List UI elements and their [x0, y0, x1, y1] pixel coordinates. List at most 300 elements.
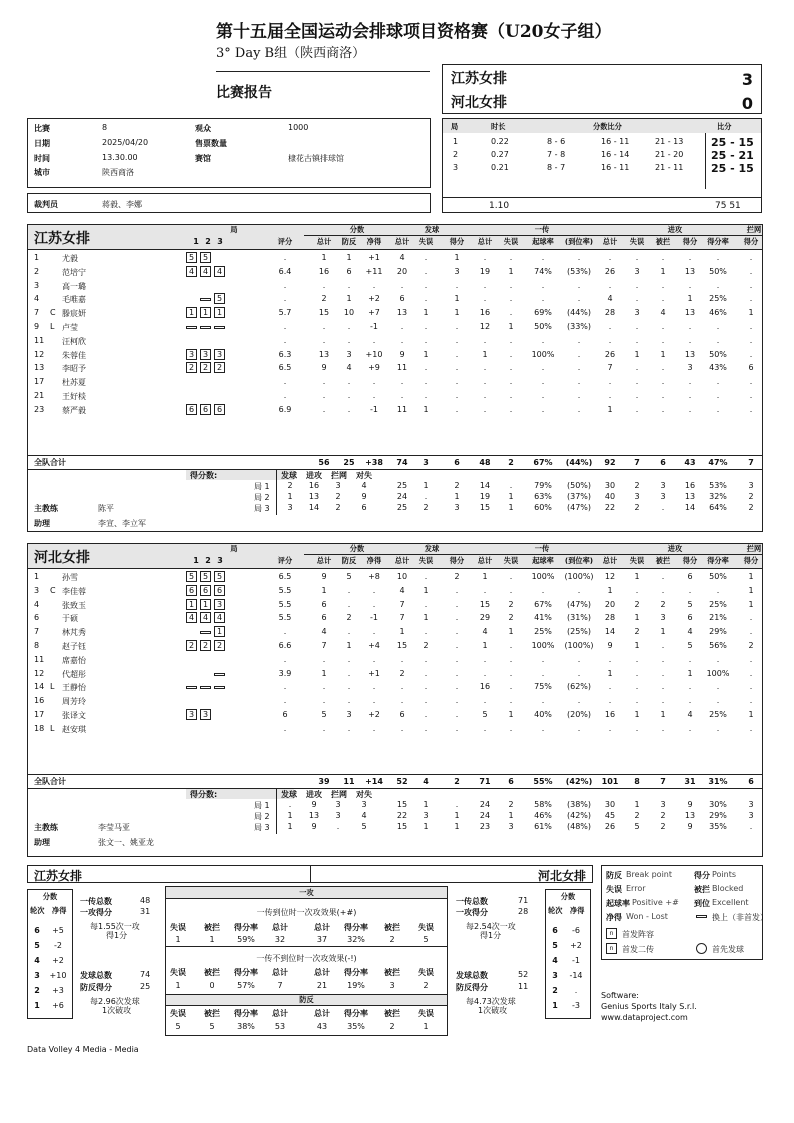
- per-set-at: 45: [604, 811, 616, 820]
- per-set-apct: 64%: [709, 503, 727, 512]
- table-row: [28, 695, 762, 708]
- player-number: 16: [34, 696, 45, 706]
- stat-ab: .: [661, 696, 665, 706]
- per-set-re: .: [509, 481, 513, 490]
- stat-se: .: [424, 294, 428, 304]
- stat-ab: 1: [660, 627, 666, 637]
- set-partial-8: 8 - 7: [547, 163, 566, 172]
- total-sp: 2: [454, 777, 460, 786]
- player-number: 7: [34, 308, 40, 318]
- legend-val-5: Blocked: [712, 884, 744, 893]
- rotation-position: 5: [214, 571, 225, 582]
- stat-ae: .: [635, 391, 639, 400]
- per-set-label: 局 2: [254, 493, 270, 502]
- rotation-position: 3: [186, 709, 197, 720]
- rotation-net: +2: [570, 941, 582, 950]
- set-label-2: 2: [205, 556, 211, 565]
- head-bottom: [28, 568, 762, 569]
- stat-rexc: (100%): [564, 572, 594, 581]
- stat-apct: .: [716, 377, 720, 387]
- per-set-att: 16: [308, 481, 320, 490]
- stat-vote: .: [283, 377, 287, 387]
- stat-rt: .: [483, 668, 487, 678]
- per-set-re: 1: [508, 503, 514, 512]
- stat-sp: .: [455, 654, 459, 664]
- per-set-ap: 9: [687, 822, 693, 831]
- stat-sp: .: [455, 335, 459, 345]
- date-label: 日期: [34, 139, 50, 148]
- stat-sp: .: [455, 696, 459, 706]
- stat-vote: 6.4: [278, 266, 292, 276]
- per-set-bk: 3: [748, 800, 754, 809]
- legend-key-2: 起球率: [606, 899, 630, 908]
- legend-val-7: 换上（非首发）: [712, 913, 768, 922]
- mid-head-3: 总计: [272, 923, 288, 932]
- stat-bk: .: [749, 613, 753, 623]
- per-set-ap: 14: [684, 503, 696, 512]
- stat-net: +8: [368, 572, 380, 581]
- stat-apct: .: [716, 654, 720, 664]
- away-srv-total-label: 发球总数: [456, 971, 488, 980]
- player-number: 18: [34, 723, 45, 733]
- stat-rpos: 41%: [534, 613, 552, 623]
- stat-sp: .: [455, 363, 459, 373]
- mid-head-3: 总计: [272, 1009, 288, 1018]
- stat-bk: 1: [748, 308, 754, 318]
- software-company: Genius Sports Italy S.r.l.: [601, 1002, 697, 1011]
- stat-net: .: [372, 585, 376, 595]
- per-set-srv: .: [288, 800, 292, 809]
- mid-bp-3: 53: [274, 1022, 286, 1031]
- home-rec-total: 48: [140, 896, 151, 905]
- stat-rpos: .: [541, 723, 545, 733]
- stat-st: .: [400, 723, 404, 733]
- player-name: 杜苏夏: [62, 378, 86, 388]
- player-number: 4: [34, 294, 40, 304]
- per-set-ae: 2: [634, 811, 640, 820]
- stat-apct: .: [716, 280, 720, 290]
- stat-rpos: .: [541, 377, 545, 387]
- rotation-net: +5: [52, 926, 64, 935]
- per-set-ap: 13: [684, 492, 696, 501]
- sets-head-duration: 时长: [491, 122, 506, 131]
- head-divider: [304, 554, 762, 555]
- rotation-position: 4: [186, 612, 197, 623]
- player-number: 1: [34, 572, 40, 581]
- stat-rpos: .: [541, 585, 545, 595]
- total-label: 全队合计: [34, 777, 66, 786]
- sub-head-p_total: 总计: [316, 556, 332, 565]
- total-bottom: [28, 788, 762, 789]
- stat-at: .: [608, 723, 612, 733]
- sub-head-s_err: 失误: [418, 237, 434, 246]
- stat-rexc: .: [577, 585, 581, 595]
- away-rec-note1: 每2.54次一攻: [466, 922, 516, 931]
- stat-rt: 29: [479, 613, 491, 623]
- player-name: 张译文: [62, 711, 86, 720]
- stat-st: 2: [399, 668, 405, 678]
- stat-ab: 2: [660, 599, 666, 609]
- pos-title: 一传到位时一次攻效果(+#): [256, 908, 357, 917]
- stat-rpos: 100%: [531, 572, 555, 581]
- table-row: [28, 681, 762, 694]
- stat-pt: 15: [318, 308, 330, 318]
- rotation-position: 2: [200, 640, 211, 651]
- set-score: 25 - 15: [711, 162, 754, 175]
- stat-apct: 43%: [709, 363, 727, 373]
- rotation-position: 6: [186, 404, 197, 415]
- stat-se: .: [424, 668, 428, 678]
- stat-ap: .: [688, 377, 692, 387]
- stat-bp: 3: [346, 710, 352, 719]
- stat-ab: 4: [660, 308, 666, 318]
- legend-val-0: Break point: [626, 870, 673, 879]
- stat-rt: .: [483, 294, 487, 304]
- away-srv-pts-label: 防反得分: [456, 983, 488, 992]
- stat-re: 1: [508, 322, 514, 331]
- per-set-blk: 3: [335, 811, 341, 820]
- per-set-at: 30: [604, 481, 616, 490]
- per-set-srv: 2: [287, 481, 293, 490]
- total-bp: 25: [343, 458, 355, 467]
- stat-rexc: (100%): [564, 641, 594, 650]
- per-set-ab: 3: [660, 800, 666, 809]
- mid-head-0: 失误: [170, 1009, 186, 1018]
- stat-vote: .: [283, 627, 287, 637]
- starting-setter-icon: n: [606, 943, 617, 954]
- rotation-position: 4: [186, 266, 197, 277]
- stat-rexc: (33%): [566, 322, 592, 331]
- rotation-position: 6: [186, 585, 197, 596]
- stat-re: 1: [508, 266, 514, 276]
- stat-at: 1: [607, 585, 613, 595]
- per-set-ab: 2: [660, 811, 666, 820]
- stat-ae: 2: [634, 627, 640, 637]
- stat-apct: 25%: [709, 710, 727, 719]
- home-net-head: 净得: [52, 906, 67, 915]
- head-reception: 一传: [534, 225, 550, 234]
- player-number: 6: [34, 613, 40, 623]
- stat-st: 6: [399, 710, 405, 719]
- stat-sp: .: [455, 723, 459, 733]
- stat-net: +1: [368, 253, 380, 262]
- stat-se: .: [424, 654, 428, 664]
- stat-st: 15: [396, 641, 408, 650]
- rotation-position: 5: [214, 293, 225, 304]
- stat-rexc: .: [577, 723, 581, 733]
- per-set-se: 2: [423, 503, 429, 512]
- rotation-position: 5: [186, 571, 197, 582]
- away-srv-pts: 11: [518, 982, 529, 991]
- stat-apct: 50%: [709, 349, 727, 359]
- stat-sp: .: [455, 322, 459, 331]
- mid-head-4: 总计: [314, 1009, 330, 1018]
- stat-se: .: [424, 377, 428, 387]
- stat-st: .: [400, 322, 404, 331]
- stat-apct: .: [716, 682, 720, 692]
- stat-rexc: (31%): [566, 613, 592, 623]
- sub-head-b_pts: 得分: [743, 237, 759, 246]
- stat-at: .: [608, 682, 612, 692]
- stat-net: +2: [368, 294, 380, 304]
- player-name: 朱蓉佳: [62, 350, 86, 360]
- stat-rt: .: [483, 377, 487, 387]
- per-set-srv: 3: [287, 503, 293, 512]
- home-rec-pts-label: 一攻得分: [80, 908, 112, 917]
- set-score: 25 - 21: [711, 149, 754, 162]
- stat-vote: .: [283, 335, 287, 345]
- referees-label: 裁判员: [34, 200, 58, 209]
- stat-rpos: .: [541, 404, 545, 414]
- away-srv-total: 52: [518, 970, 529, 979]
- rotation-number: 4: [34, 956, 40, 965]
- stat-se: .: [424, 627, 428, 637]
- stat-ae: .: [635, 404, 639, 414]
- table-row: [28, 280, 762, 293]
- stat-bk: .: [749, 682, 753, 692]
- page-subtitle: 3° Day B组（陕西商洛）: [216, 46, 366, 61]
- set-label-2: 2: [205, 237, 211, 246]
- per-set-ab: 3: [660, 492, 666, 501]
- stat-rt: .: [483, 363, 487, 373]
- stat-ab: .: [661, 668, 665, 678]
- total-at: 101: [601, 777, 619, 786]
- head-serve: 发球: [424, 225, 440, 234]
- first-serve-icon: [696, 943, 707, 954]
- stat-re: 2: [508, 613, 514, 623]
- time-value: 13.30.00: [102, 153, 138, 162]
- rotation-position: 2: [186, 640, 197, 651]
- away-srv-note1: 每4.73次发球: [466, 997, 516, 1006]
- per-set-sp: 2: [454, 481, 460, 490]
- rotation-number: 2: [34, 986, 40, 995]
- home-srv-total: 74: [140, 970, 151, 979]
- stat-bk: .: [749, 654, 753, 664]
- stat-at: 28: [604, 308, 616, 318]
- stat-vote: .: [283, 654, 287, 664]
- stat-re: .: [509, 654, 513, 664]
- total-rt: 71: [479, 777, 491, 786]
- stat-rpos: .: [541, 654, 545, 664]
- table-row: [28, 654, 762, 667]
- mid-pos-4: 37: [316, 935, 328, 944]
- stat-apct: 25%: [709, 599, 727, 609]
- mid-bp-7: 1: [423, 1022, 429, 1031]
- stat-ae: .: [635, 280, 639, 290]
- total-top: [28, 774, 762, 775]
- stat-net: .: [372, 654, 376, 664]
- substitute-mark: [186, 326, 197, 329]
- stat-se: 2: [423, 641, 429, 650]
- coach-label: 主教练: [34, 823, 58, 832]
- venue-label: 赛馆: [195, 154, 211, 163]
- stat-re: 1: [508, 710, 514, 719]
- per-set-divider: [276, 470, 277, 515]
- sets-head-score: 比分: [717, 122, 732, 131]
- per-set-st: 25: [396, 503, 408, 512]
- set-label-1: 1: [193, 237, 199, 246]
- stat-ap: 5: [687, 641, 693, 650]
- per-set-se: 1: [423, 800, 429, 809]
- sub-head-r_err: 失误: [503, 237, 519, 246]
- stat-ap: .: [688, 322, 692, 331]
- rotation-position: 6: [200, 404, 211, 415]
- rotation-position: 3: [200, 349, 211, 360]
- stat-ab: .: [661, 363, 665, 373]
- player-name: 赵安琪: [62, 724, 86, 734]
- stat-rpos: .: [541, 335, 545, 345]
- mid-bp-0: 5: [175, 1022, 181, 1031]
- rotation-position: 5: [186, 252, 197, 263]
- per-set-se: 1: [423, 822, 429, 831]
- rotation-position: 3: [214, 599, 225, 610]
- stat-rexc: .: [577, 391, 581, 400]
- set-label-3: 3: [217, 556, 223, 565]
- mid-bp-1: 5: [209, 1022, 215, 1031]
- stat-net: -1: [370, 404, 378, 414]
- home-rec-pts: 31: [140, 907, 151, 916]
- per-set-st: 15: [396, 800, 408, 809]
- per-set-label: 局 3: [254, 504, 270, 513]
- per-set-at: 22: [604, 503, 616, 512]
- stat-bp: .: [347, 654, 351, 664]
- assistant-names: 李宣、李立军: [98, 519, 146, 528]
- total-st: 74: [396, 458, 408, 467]
- player-name: 卢莹: [62, 323, 78, 332]
- table-row: [28, 362, 762, 375]
- rotation-position: 3: [200, 709, 211, 720]
- stat-ap: .: [688, 682, 692, 692]
- stat-re: .: [509, 696, 513, 706]
- stat-rexc: .: [577, 404, 581, 414]
- neg-title: 一传不到位时一次攻效果(-!): [256, 954, 357, 963]
- stat-sp: .: [455, 613, 459, 623]
- stat-at: .: [608, 322, 612, 331]
- stat-apct: .: [716, 404, 720, 414]
- stat-bk: .: [749, 391, 753, 400]
- per-set-at: 26: [604, 822, 616, 831]
- total-se: 4: [423, 777, 429, 786]
- rotation-position: 4: [214, 266, 225, 277]
- stat-sp: .: [455, 391, 459, 400]
- stat-rexc: .: [577, 253, 581, 262]
- mid-head-0: 失误: [170, 968, 186, 977]
- per-set-sp: 1: [454, 811, 460, 820]
- player-name: 林芃秀: [62, 628, 86, 638]
- points-by-label: 得分数:: [190, 790, 218, 799]
- stat-rexc: .: [577, 294, 581, 304]
- stat-rexc: .: [577, 335, 581, 345]
- set-label-1: 1: [193, 556, 199, 565]
- stat-bp: .: [347, 404, 351, 414]
- stat-ap: .: [688, 335, 692, 345]
- stat-se: 1: [423, 308, 429, 318]
- substitute-mark: [214, 673, 225, 676]
- mid-head-5: 得分率: [344, 923, 368, 932]
- mid-pos-6: 2: [389, 935, 395, 944]
- per-set-rpos: 58%: [534, 800, 552, 809]
- per-set-st: 22: [396, 811, 408, 820]
- stat-at: 28: [604, 613, 616, 623]
- stat-rpos: 50%: [534, 322, 552, 331]
- stat-sp: .: [455, 404, 459, 414]
- per-set-sp: 3: [454, 503, 460, 512]
- per-set-opp: 5: [361, 822, 367, 831]
- stat-at: 12: [604, 572, 616, 581]
- stat-ap: .: [688, 404, 692, 414]
- per-set-att: 13: [308, 492, 320, 501]
- rotation-position: 5: [200, 571, 211, 582]
- stat-bk: .: [749, 322, 753, 331]
- match-info-box: [27, 118, 431, 188]
- per-set-rt: 23: [479, 822, 491, 831]
- per-set-ap: 16: [684, 481, 696, 490]
- away-rec-pts-label: 一攻得分: [456, 908, 488, 917]
- rotation-position: 2: [200, 362, 211, 373]
- summary-team-bar: [27, 865, 593, 883]
- head-reception: 一传: [534, 544, 550, 553]
- stat-bp: .: [347, 322, 351, 331]
- sub-head-s_total: 总计: [394, 237, 410, 246]
- player-number: 3: [34, 280, 40, 290]
- per-set-ab: 2: [660, 822, 666, 831]
- set-number: 1: [453, 137, 459, 146]
- player-number: 12: [34, 349, 45, 359]
- per-set-att: 14: [308, 503, 320, 512]
- rotation-net: -1: [572, 956, 580, 965]
- player-number: 9: [34, 322, 40, 331]
- stat-rexc: .: [577, 654, 581, 664]
- stat-st: .: [400, 377, 404, 387]
- substitute-mark: [200, 686, 211, 689]
- stat-ab: .: [661, 322, 665, 331]
- stat-at: 9: [607, 641, 613, 650]
- head-points: 分数: [349, 544, 365, 553]
- sub-head-p_bp: 防反: [341, 556, 357, 565]
- coach-name: 李莹马亚: [98, 823, 130, 832]
- mid-head-6: 被拦: [384, 923, 400, 932]
- stat-bp: .: [347, 668, 351, 678]
- legend-val-9: 首发二传: [622, 945, 654, 954]
- table-row: [28, 376, 762, 389]
- legend-key-4: 得分: [694, 871, 710, 880]
- head-points: 分数: [349, 225, 365, 234]
- stat-se: .: [424, 253, 428, 262]
- per-set-rpos: 79%: [534, 481, 552, 490]
- total-top: [28, 455, 762, 456]
- stat-st: 9: [399, 349, 405, 359]
- player-name: 张致玉: [62, 600, 86, 610]
- stat-at: .: [608, 253, 612, 262]
- mid-head-1: 被拦: [204, 1009, 220, 1018]
- player-number: 14: [34, 682, 45, 692]
- stat-rt: 1: [482, 572, 488, 581]
- stat-rt: 1: [482, 641, 488, 650]
- stat-re: .: [509, 280, 513, 290]
- home-rec-note1: 每1.55次一攻: [90, 922, 140, 931]
- stat-bk: .: [749, 335, 753, 345]
- per-set-ap: 13: [684, 811, 696, 820]
- mid-neg-3: 7: [277, 981, 283, 990]
- stat-ae: .: [635, 585, 639, 595]
- away-rec-total-label: 一传总数: [456, 897, 488, 906]
- stat-apct: 50%: [709, 266, 727, 276]
- stat-sp: .: [455, 349, 459, 359]
- stat-rpos: .: [541, 280, 545, 290]
- table-row: [28, 307, 762, 320]
- stat-pt: .: [322, 391, 326, 400]
- table-row: [28, 293, 762, 306]
